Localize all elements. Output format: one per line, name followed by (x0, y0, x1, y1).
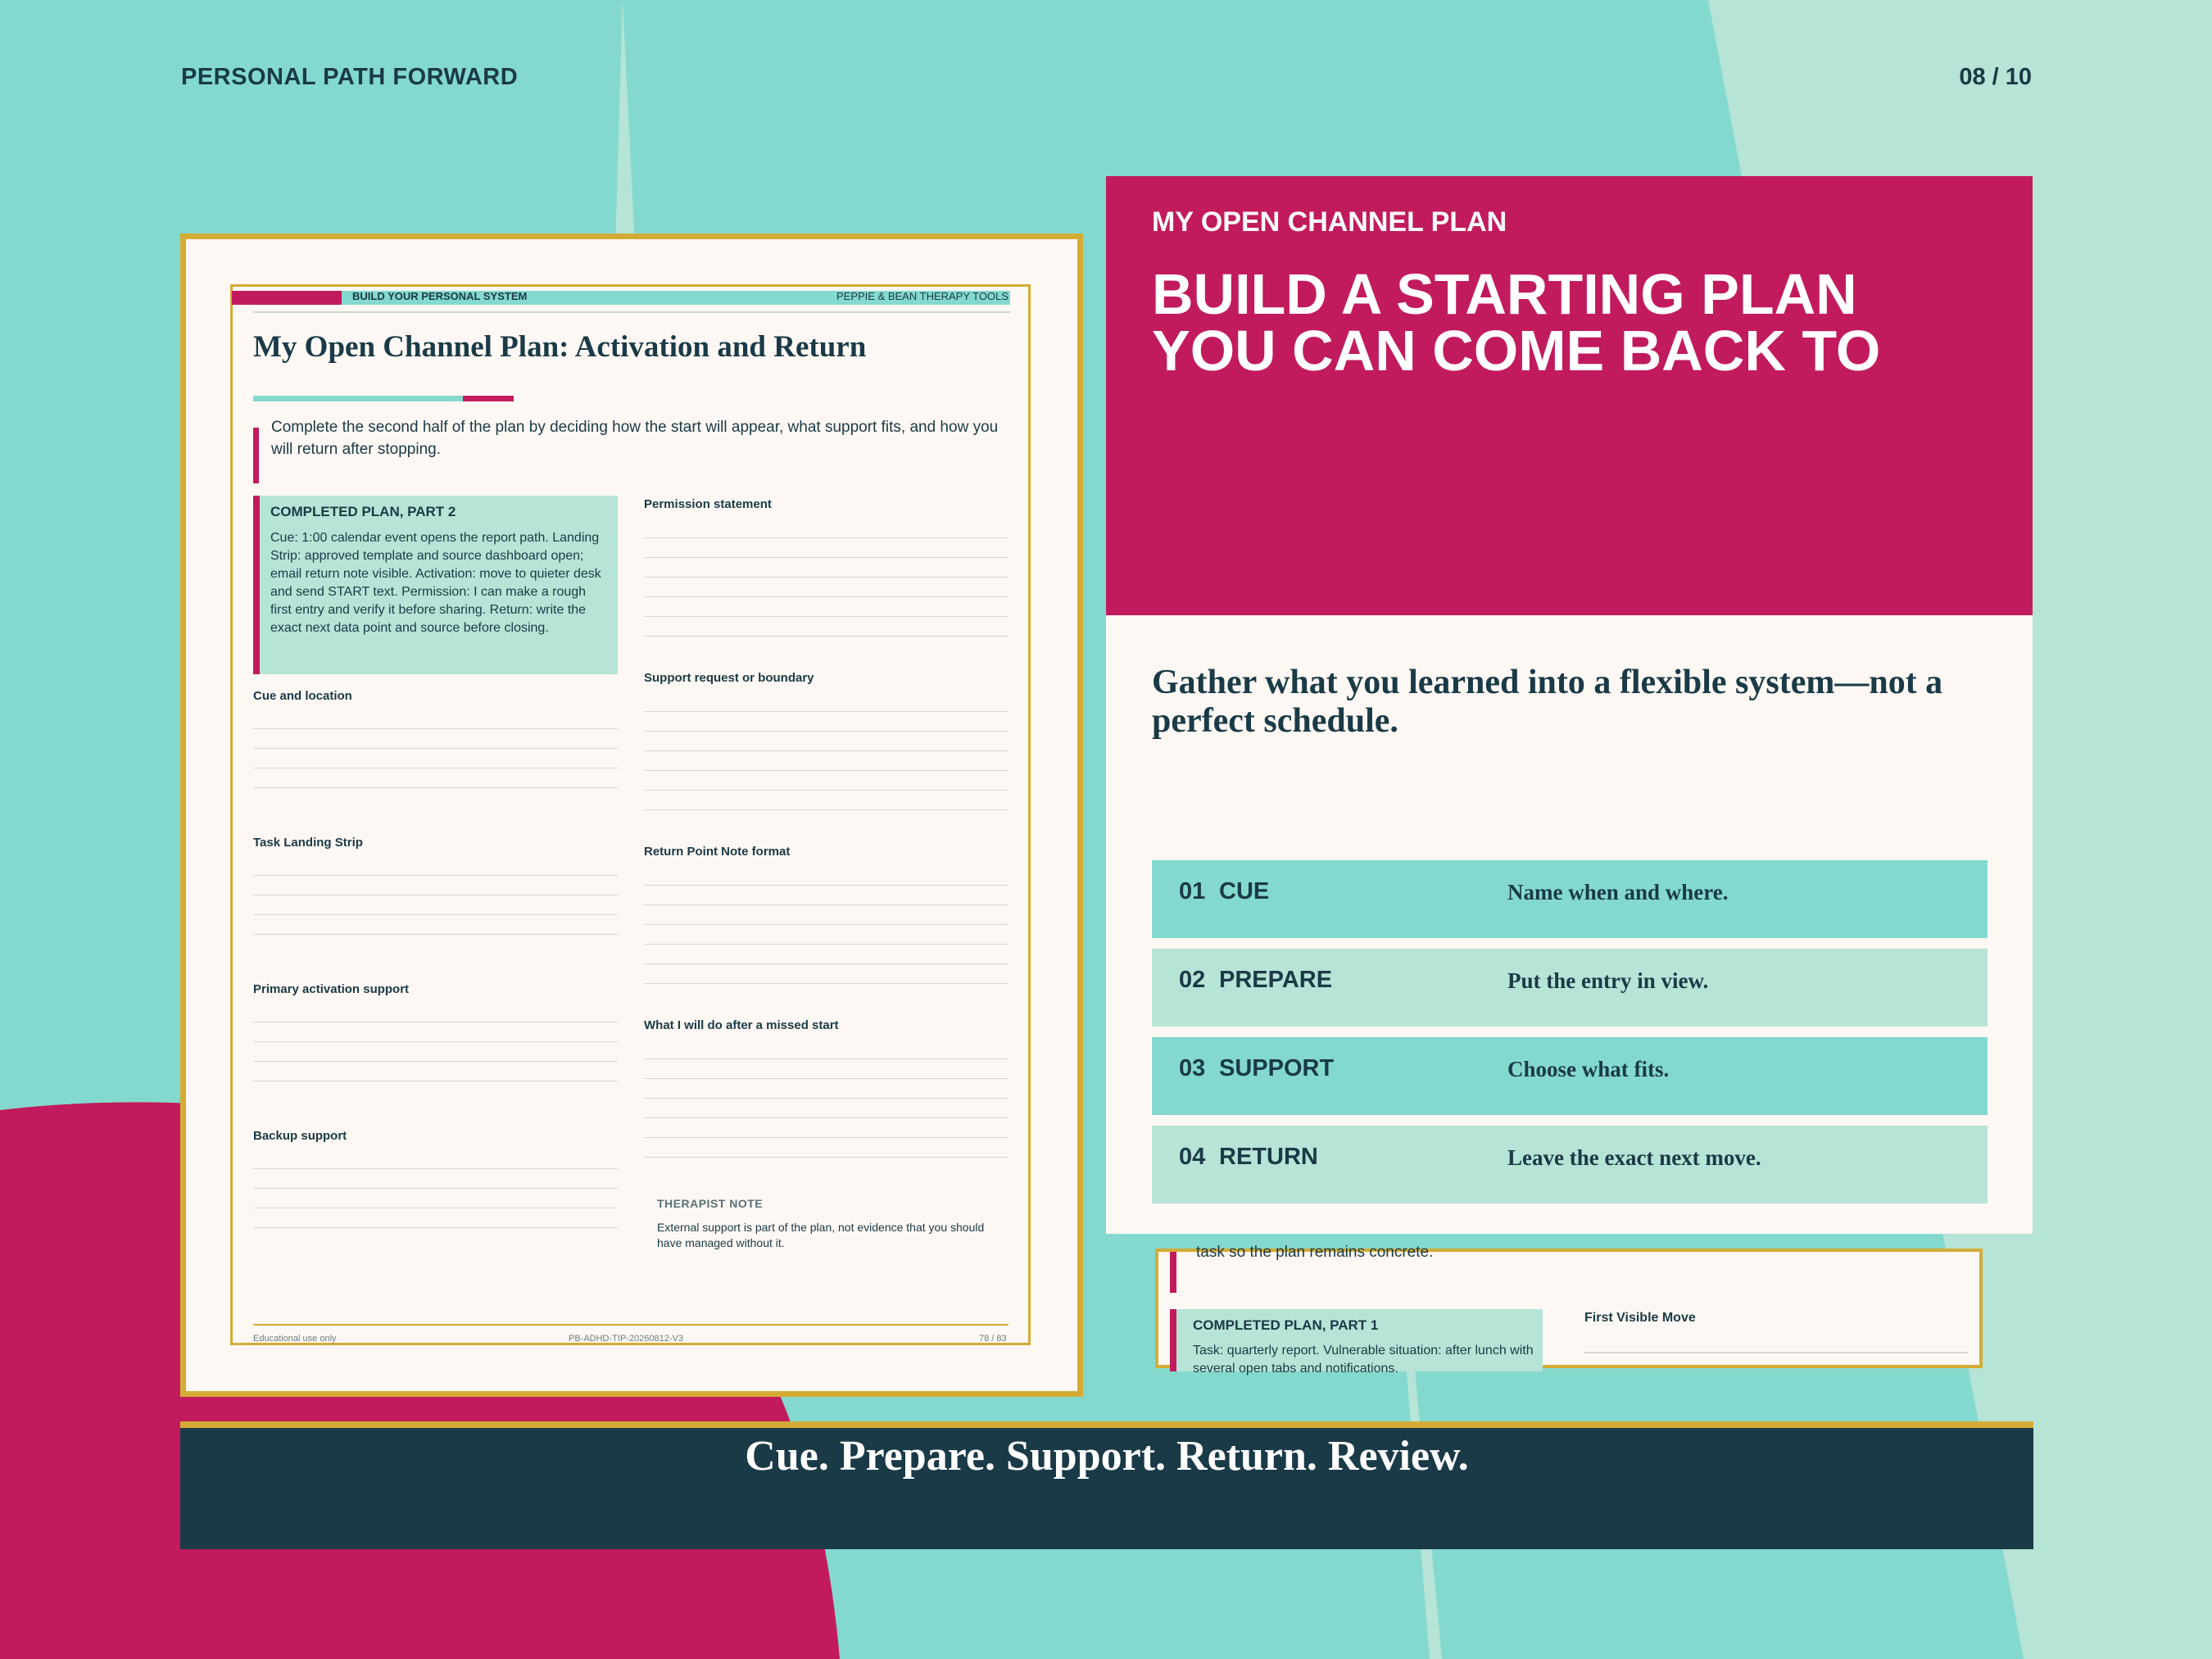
field-lines-missed-start[interactable] (644, 1040, 1009, 1158)
step-description: Leave the exact next move. (1507, 1145, 1761, 1170)
step-row-return (1152, 1126, 1988, 1203)
panel-kicker: MY OPEN CHANNEL PLAN (1152, 206, 1507, 238)
field-label-cue-location: Cue and location (253, 689, 352, 703)
panel-subtitle: Gather what you learned into a flexible system—not a perfect schedule. (1152, 664, 1943, 740)
completed-plan-accent (253, 496, 260, 674)
peek-accent-bar (1170, 1252, 1176, 1293)
title-panel (1106, 176, 2033, 615)
worksheet-band-accent (232, 291, 342, 305)
worksheet-band-left: BUILD YOUR PERSONAL SYSTEM (352, 290, 528, 302)
field-lines-return-point[interactable] (644, 866, 1009, 984)
step-number: 02 (1179, 967, 1206, 993)
worksheet-title-underline (253, 396, 463, 401)
step-row-cue (1152, 860, 1988, 938)
field-lines-landing-strip[interactable] (253, 856, 618, 935)
field-label-permission: Permission statement (644, 497, 772, 511)
field-label-support-request: Support request or boundary (644, 671, 814, 685)
worksheet-title-underline-accent (463, 396, 514, 401)
field-label-backup-support: Backup support (253, 1129, 347, 1143)
footer-gold-rule (180, 1421, 2033, 1428)
completed-plan-heading: COMPLETED PLAN, PART 2 (270, 504, 456, 519)
step-name: CUE (1219, 878, 1270, 904)
worksheet-divider (253, 311, 1010, 313)
completed-plan-text: Cue: 1:00 calendar event opens the report path. Landing Strip: approved template and source dashboard open; email return note visible. Activation: move to quieter desk and send START text. Permission: I can make a rough first entry and verify it before sharing. Return: write the exact next data point and source before closing. (270, 531, 601, 635)
peek-field-line[interactable] (1584, 1352, 1968, 1353)
worksheet-intro: Complete the second half of the plan by deciding how the start will appear, what support fits, and how you will return after stopping. (271, 419, 999, 458)
field-label-landing-strip: Task Landing Strip (253, 836, 363, 850)
footer-tagline: Cue. Prepare. Support. Return. Review. (745, 1433, 1469, 1480)
worksheet-footer-page: 78 / 83 (979, 1334, 1007, 1344)
peek-worksheet-card (1155, 1244, 1983, 1376)
step-name: RETURN (1219, 1144, 1318, 1170)
worksheet-title: My Open Channel Plan: Activation and Return (253, 330, 867, 364)
step-description: Put the entry in view. (1507, 968, 1709, 993)
step-description: Choose what fits. (1507, 1057, 1670, 1081)
field-lines-backup-support[interactable] (253, 1149, 618, 1228)
peek-plan-heading: COMPLETED PLAN, PART 1 (1193, 1317, 1379, 1333)
intro-accent-bar (253, 428, 259, 483)
worksheet-footer-code: PB-ADHD-TIP-20260812-V3 (569, 1334, 684, 1344)
field-label-primary-activation: Primary activation support (253, 982, 410, 996)
field-lines-cue-location[interactable] (253, 709, 618, 788)
worksheet-footer-left: Educational use only (253, 1334, 337, 1344)
panel-title: BUILD A STARTING PLAN YOU CAN COME BACK TO (1152, 262, 1881, 383)
therapist-note-text: External support is part of the plan, not evidence that you should have managed without it. (657, 1221, 985, 1249)
peek-plan-text: Task: quarterly report. Vulnerable situation: after lunch with several open tabs and notifications. (1193, 1344, 1534, 1376)
field-lines-permission[interactable] (644, 519, 1009, 637)
step-number: 03 (1179, 1055, 1206, 1081)
brand-label: PERSONAL PATH FORWARD (181, 64, 519, 90)
field-lines-support-request[interactable] (644, 692, 1009, 810)
field-label-return-point: Return Point Note format (644, 845, 791, 859)
field-lines-primary-activation[interactable] (253, 1003, 618, 1081)
page-counter: 08 / 10 (1959, 64, 2032, 90)
peek-field-label: First Visible Move (1584, 1311, 1696, 1325)
peek-top-text: task so the plan remains concrete. (1196, 1244, 1434, 1261)
step-row-prepare (1152, 949, 1988, 1027)
worksheet-band-right: PEPPIE & BEAN THERAPY TOOLS (836, 290, 1009, 302)
peek-plan-accent (1170, 1309, 1176, 1371)
step-row-support (1152, 1037, 1988, 1115)
step-description: Name when and where. (1507, 880, 1729, 904)
field-label-missed-start: What I will do after a missed start (644, 1018, 839, 1032)
step-name: PREPARE (1219, 967, 1333, 993)
step-number: 01 (1179, 878, 1206, 904)
therapist-note-heading: THERAPIST NOTE (657, 1197, 764, 1210)
step-number: 04 (1179, 1144, 1206, 1170)
worksheet-footer-rule (253, 1324, 1009, 1326)
step-name: SUPPORT (1219, 1055, 1335, 1081)
